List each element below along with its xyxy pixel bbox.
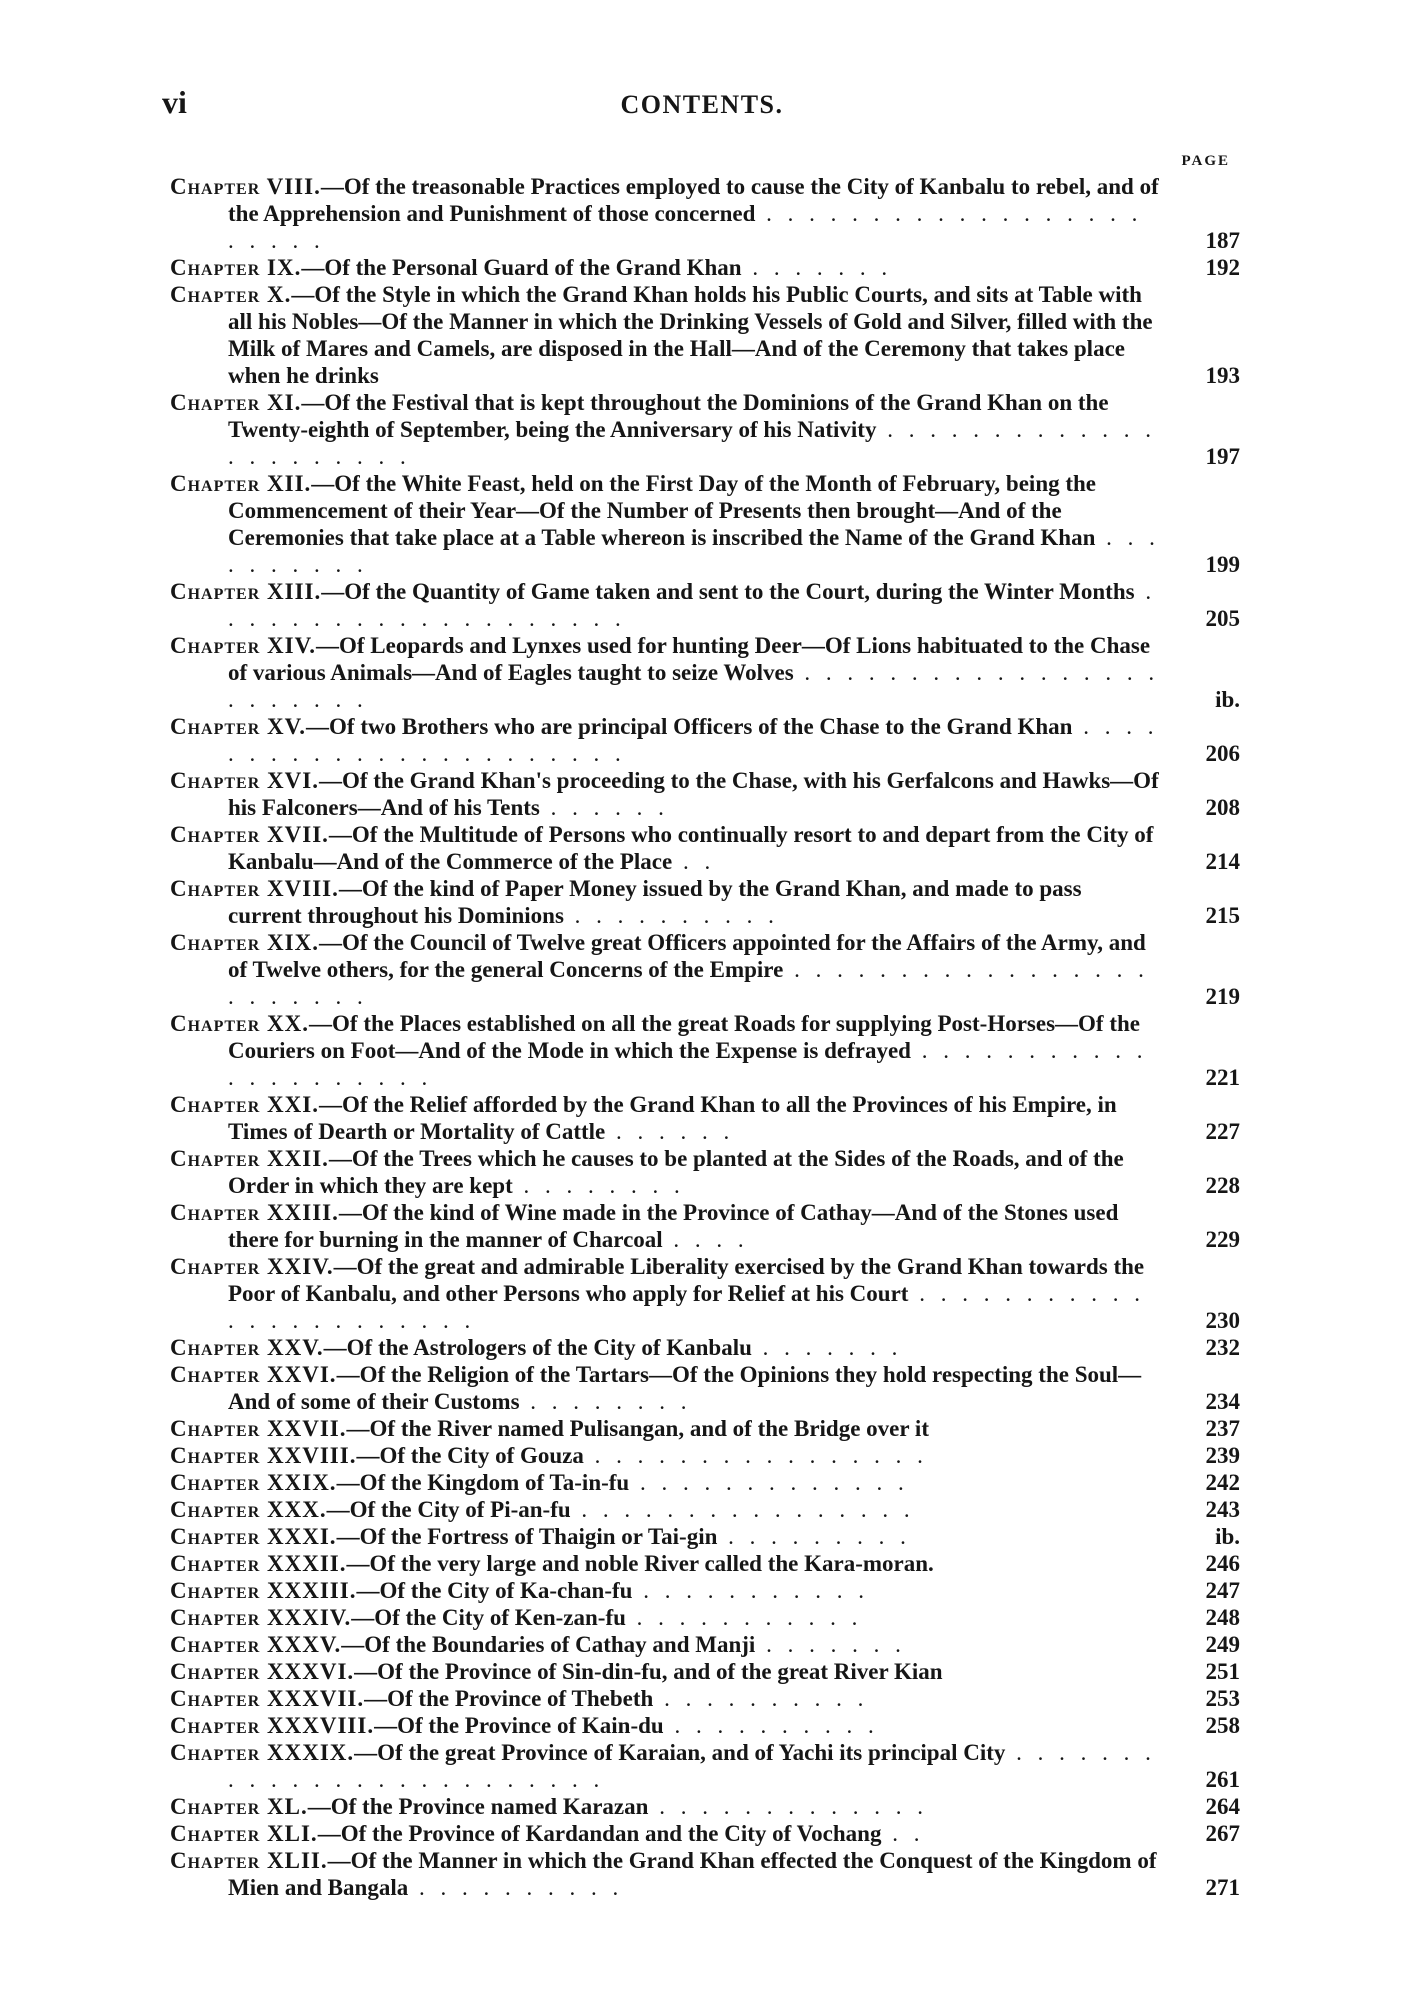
- chapter-title: —Of the Astrologers of the City of Kanbalu: [323, 1335, 752, 1360]
- dot-leader: . . . . . . . .: [512, 1173, 685, 1198]
- chapter-title: —Of the City of Ken-zan-fu: [351, 1605, 626, 1630]
- chapter-number: Chapter XXVI.: [170, 1362, 337, 1387]
- dot-leader: . . . . . . .: [751, 1335, 903, 1360]
- dot-leader: . . . . . . . . . . .: [625, 1605, 863, 1630]
- chapter-number: Chapter XVI.: [170, 768, 319, 793]
- toc-entry: [170, 632, 1240, 713]
- chapter-number: Chapter XXXII.: [170, 1551, 347, 1576]
- chapter-number: Chapter XXXIV.: [170, 1605, 352, 1630]
- chapter-title: —Of the Manner in which the Grand Khan effected the Conquest of the Kingdom of Mien and Bangala: [228, 1848, 1157, 1900]
- chapter-number: Chapter XXX.: [170, 1497, 327, 1522]
- toc-entry: [170, 929, 1240, 1010]
- chapter-title: —Of the Council of Twelve great Officers appointed for the Affairs of the Army, and of Twelve others, for the general Concerns of the Empire: [228, 930, 1146, 982]
- page-number: 230: [1205, 1308, 1240, 1333]
- chapter-title: —Of the Quantity of Game taken and sent to the Court, during the Winter Months: [321, 579, 1135, 604]
- page-number: 205: [1205, 606, 1240, 631]
- chapter-title: —Of the treasonable Practices employed to cause the City of Kanbalu to rebel, and of the Apprehension and Punishment of those concerned: [228, 174, 1159, 226]
- chapter-number: Chapter XIX.: [170, 930, 319, 955]
- page-number: 247: [1205, 1578, 1240, 1603]
- page-number: 199: [1205, 552, 1240, 577]
- page-number: 248: [1205, 1605, 1240, 1630]
- toc-entry: [170, 1820, 1240, 1847]
- chapter-number: Chapter XXXV.: [170, 1632, 342, 1657]
- chapter-title: —Of the Style in which the Grand Khan holds his Public Courts, and sits at Table with all his Nobles—Of the Manner in which the Drinking Vessels of Gold and Silver, filled with the Milk of Mares and Camels, are disposed in the Hall—And of the Ceremony that takes place when he drinks: [228, 282, 1153, 388]
- dot-leader: . . . . . . . . . . . . . . . .: [570, 1497, 915, 1522]
- toc-entry: [170, 1577, 1240, 1604]
- chapter-number: Chapter XXXI.: [170, 1524, 337, 1549]
- dot-leader: . . . . . . . . . . . . . . . . . . . . . . . .: [228, 660, 1160, 712]
- page-number: 267: [1205, 1821, 1240, 1846]
- chapter-number: Chapter XL.: [170, 1794, 308, 1819]
- page-number: 261: [1205, 1767, 1240, 1792]
- chapter-title: —Of the great and admirable Liberality exercised by the Grand Khan towards the Poor of Kanbalu, and other Persons who apply for Relief at his Court: [228, 1254, 1145, 1306]
- dot-leader: . . . . . . . . . . . . . . . . . . . . . .: [228, 417, 1156, 469]
- page-number: 228: [1205, 1173, 1240, 1198]
- toc-entry: [170, 821, 1240, 875]
- chapter-title: —Of the Trees which he causes to be planted at the Sides of the Roads, and of the Order in which they are kept: [228, 1146, 1124, 1198]
- chapter-title: —Of the Festival that is kept throughout the Dominions of the Grand Khan on the Twenty-eighth of September, being the Anniversary of his Nativity: [228, 390, 1109, 442]
- page-number: 221: [1205, 1065, 1240, 1090]
- chapter-number: Chapter IX.: [170, 255, 302, 280]
- dot-leader: . . . . . . . . . . . . . . . . . . . . . . .: [228, 1281, 1145, 1333]
- page-number: 215: [1205, 903, 1240, 928]
- toc-entry: [170, 1496, 1240, 1523]
- dot-leader: . . . . . . . . . .: [228, 525, 1160, 577]
- chapter-title: —Of the White Feast, held on the First Day of the Month of February, being the Commencement of their Year—Of the Number of Presents then brought—And of the Ceremonies that take place at a Table whereon is inscribed the Name of the Grand Khan: [228, 471, 1097, 550]
- chapter-title: —Of the Province of Kardandan and the City of Vochang: [317, 1821, 882, 1846]
- chapter-number: Chapter XVII.: [170, 822, 329, 847]
- dot-leader: . . . . . . . .: [519, 1389, 692, 1414]
- toc-entry: [170, 1712, 1240, 1739]
- toc-entry: [170, 1199, 1240, 1253]
- chapter-number: Chapter XXIII.: [170, 1200, 339, 1225]
- dot-leader: . . . . . .: [605, 1119, 735, 1144]
- chapter-title: —Of the kind of Paper Money issued by the Grand Khan, and made to pass current throughout his Dominions: [228, 876, 1082, 928]
- dot-leader: . . . . . . . . . . . . . . . .: [583, 1443, 928, 1468]
- chapter-number: Chapter XXIX.: [170, 1470, 337, 1495]
- page-number: 192: [1205, 255, 1240, 280]
- toc-entry: [170, 1442, 1240, 1469]
- chapter-number: Chapter XXI.: [170, 1092, 319, 1117]
- chapter-title: —Of the City of Pi-an-fu: [326, 1497, 571, 1522]
- page-number: 251: [1205, 1659, 1240, 1684]
- chapter-title: —Of the Province named Karazan: [307, 1794, 649, 1819]
- chapter-number: Chapter XXXVIII.: [170, 1713, 375, 1738]
- chapter-title: —Of the Religion of the Tartars—Of the Opinions they hold respecting the Soul—And of some of their Customs: [228, 1362, 1142, 1414]
- toc-entry: [170, 1658, 1240, 1685]
- dot-leader: . . . . . . . . . .: [563, 903, 779, 928]
- table-of-contents: [170, 173, 1240, 1901]
- chapter-number: Chapter XX.: [170, 1011, 310, 1036]
- chapter-title: —Of the very large and noble River called the Kara-moran.: [346, 1551, 934, 1576]
- dot-leader: . . . . . . . . . . . . . . . . . . . . . . .: [228, 714, 1159, 766]
- page-number: 249: [1205, 1632, 1240, 1657]
- toc-entry: [170, 578, 1240, 632]
- dot-leader: . . . . . . . . . . . . . . . . . . . . .: [228, 1038, 1148, 1090]
- chapter-title: —Of Leopards and Lynxes used for hunting Deer—Of Lions habituated to the Chase of various Animals—And of Eagles taught to seize Wolves: [228, 633, 1151, 685]
- chapter-title: —Of the Personal Guard of the Grand Khan: [301, 255, 742, 280]
- dot-leader: . . . . . . . . .: [717, 1524, 911, 1549]
- chapter-title: —Of the kind of Wine made in the Province of Cathay—And of the Stones used there for burning in the manner of Charcoal: [228, 1200, 1119, 1252]
- dot-leader: . . . . . . . . . . .: [632, 1578, 869, 1603]
- chapter-title: —Of the Relief afforded by the Grand Khan to all the Provinces of his Empire, in Times of Dearth or Mortality of Cattle: [228, 1092, 1117, 1144]
- dot-leader: . . . . . . .: [741, 255, 893, 280]
- page-number: 271: [1205, 1875, 1240, 1900]
- chapter-number: Chapter XV.: [170, 714, 307, 739]
- toc-entry: [170, 1253, 1240, 1334]
- chapter-number: Chapter XXVIII.: [170, 1443, 357, 1468]
- page-number: 264: [1205, 1794, 1240, 1819]
- page-number: 197: [1205, 444, 1240, 469]
- dot-leader: . . . . . . . . . . . . . . . . . . . . . . . . .: [228, 1740, 1156, 1792]
- dot-leader: . . . .: [662, 1227, 749, 1252]
- chapter-title: —Of the Province of Sin-din-fu, and of the great River Kian: [354, 1659, 943, 1684]
- chapter-number: Chapter VIII.: [170, 174, 321, 199]
- dot-leader: . . . . . . .: [755, 1632, 906, 1657]
- dot-leader: . .: [672, 849, 716, 874]
- page-number: 187: [1205, 228, 1240, 253]
- dot-leader: . . . . . . . . . . . . . . . . . . . .: [228, 579, 1157, 631]
- toc-entry: [170, 1091, 1240, 1145]
- dot-leader: . . . . . . . . . .: [408, 1875, 624, 1900]
- dot-leader: . . . . . . . . . . . . .: [629, 1470, 909, 1495]
- toc-entry: [170, 1334, 1240, 1361]
- chapter-number: Chapter XVIII.: [170, 876, 339, 901]
- toc-entry: [170, 875, 1240, 929]
- page-folio: vi: [162, 84, 187, 120]
- chapter-title: —Of the Boundaries of Cathay and Manji: [341, 1632, 756, 1657]
- toc-entry: [170, 389, 1240, 470]
- chapter-number: Chapter XII.: [170, 471, 312, 496]
- chapter-number: Chapter XIV.: [170, 633, 316, 658]
- toc-entry: [170, 1010, 1240, 1091]
- toc-entry: [170, 1739, 1240, 1793]
- toc-entry: [170, 1685, 1240, 1712]
- chapter-number: Chapter XXXIII.: [170, 1578, 357, 1603]
- chapter-title: —Of the Grand Khan's proceeding to the Chase, with his Gerfalcons and Hawks—Of his Falconers—And of his Tents: [228, 768, 1159, 820]
- toc-entry: [170, 254, 1240, 281]
- page-number: 229: [1205, 1227, 1240, 1252]
- chapter-title: —Of the Province of Kain-du: [374, 1713, 664, 1738]
- toc-entry: [170, 1604, 1240, 1631]
- page-number: 239: [1205, 1443, 1240, 1468]
- dot-leader: . . . . . . . . . .: [663, 1713, 879, 1738]
- chapter-number: Chapter XXVII.: [170, 1416, 347, 1441]
- chapter-number: Chapter XI.: [170, 390, 302, 415]
- toc-entry: [170, 470, 1240, 578]
- chapter-number: Chapter XXIV.: [170, 1254, 334, 1279]
- page-number: 243: [1205, 1497, 1240, 1522]
- dot-leader: . . . . . . . . . . . . .: [648, 1794, 928, 1819]
- toc-entry: [170, 1550, 1240, 1577]
- toc-entry: [170, 173, 1240, 254]
- chapter-title: —Of the River named Pulisangan, and of the Bridge over it: [346, 1416, 929, 1441]
- toc-entry: [170, 1145, 1240, 1199]
- chapter-number: Chapter XXXIX.: [170, 1740, 355, 1765]
- chapter-title: —Of the City of Gouza: [356, 1443, 584, 1468]
- toc-entry: [170, 1793, 1240, 1820]
- chapter-title: —Of the Kingdom of Ta-in-fu: [336, 1470, 630, 1495]
- chapter-number: Chapter XIII.: [170, 579, 322, 604]
- toc-entry: [170, 1469, 1240, 1496]
- chapter-title: —Of the Multitude of Persons who continually resort to and depart from the City of Kanbalu—And of the Commerce of the Place: [228, 822, 1154, 874]
- dot-leader: . . . . . .: [539, 795, 669, 820]
- chapter-title: —Of the Fortress of Thaigin or Tai-gin: [336, 1524, 718, 1549]
- dot-leader: . . . . . . . . . . . . . . . . . . . . . . .: [228, 201, 1143, 253]
- page-number: 258: [1205, 1713, 1240, 1738]
- toc-entry: [170, 1631, 1240, 1658]
- chapter-number: Chapter XXXVII.: [170, 1686, 365, 1711]
- chapter-title: —Of two Brothers who are principal Officers of the Chase to the Grand Khan: [306, 714, 1073, 739]
- page-number: 206: [1205, 741, 1240, 766]
- toc-entry: [170, 1415, 1240, 1442]
- chapter-number: Chapter XXXVI.: [170, 1659, 355, 1684]
- chapter-title: —Of the great Province of Karaian, and of Yachi its principal City: [354, 1740, 1006, 1765]
- page-number: 219: [1205, 984, 1240, 1009]
- running-title: CONTENTS.: [620, 90, 784, 119]
- page-number: 193: [1205, 363, 1240, 388]
- page-number: 234: [1205, 1389, 1240, 1414]
- page-number: 246: [1205, 1551, 1240, 1576]
- toc-entry: [170, 1361, 1240, 1415]
- page-number: 214: [1205, 849, 1240, 874]
- toc-entry: [170, 767, 1240, 821]
- chapter-number: Chapter X.: [170, 282, 292, 307]
- page-number: 227: [1205, 1119, 1240, 1144]
- chapter-number: Chapter XXV.: [170, 1335, 324, 1360]
- toc-entry: [170, 1847, 1240, 1901]
- page-column-heading: PAGE: [1181, 153, 1230, 169]
- chapter-title: —Of the City of Ka-chan-fu: [356, 1578, 633, 1603]
- dot-leader: . . . . . . . . . . . . . . . . . . . . . . . .: [228, 957, 1149, 1009]
- chapter-title: —Of the Places established on all the great Roads for supplying Post-Horses—Of the Couriers on Foot—And of the Mode in which the Expense is defrayed: [228, 1011, 1140, 1063]
- page-number: 253: [1205, 1686, 1240, 1711]
- page-number: ib.: [1215, 1524, 1240, 1549]
- chapter-number: Chapter XLII.: [170, 1848, 328, 1873]
- page-number: ib.: [1215, 687, 1240, 712]
- toc-entry: [170, 1523, 1240, 1550]
- page-number: 237: [1205, 1416, 1240, 1441]
- page-number: 232: [1205, 1335, 1240, 1360]
- chapter-number: Chapter XLI.: [170, 1821, 318, 1846]
- page-number: 208: [1205, 795, 1240, 820]
- chapter-title: —Of the Province of Thebeth: [364, 1686, 654, 1711]
- toc-entry: [170, 713, 1240, 767]
- dot-leader: . .: [881, 1821, 925, 1846]
- chapter-number: Chapter XXII.: [170, 1146, 329, 1171]
- page-number: 242: [1205, 1470, 1240, 1495]
- dot-leader: . . . . . . . . . .: [653, 1686, 869, 1711]
- toc-entry: [170, 281, 1240, 389]
